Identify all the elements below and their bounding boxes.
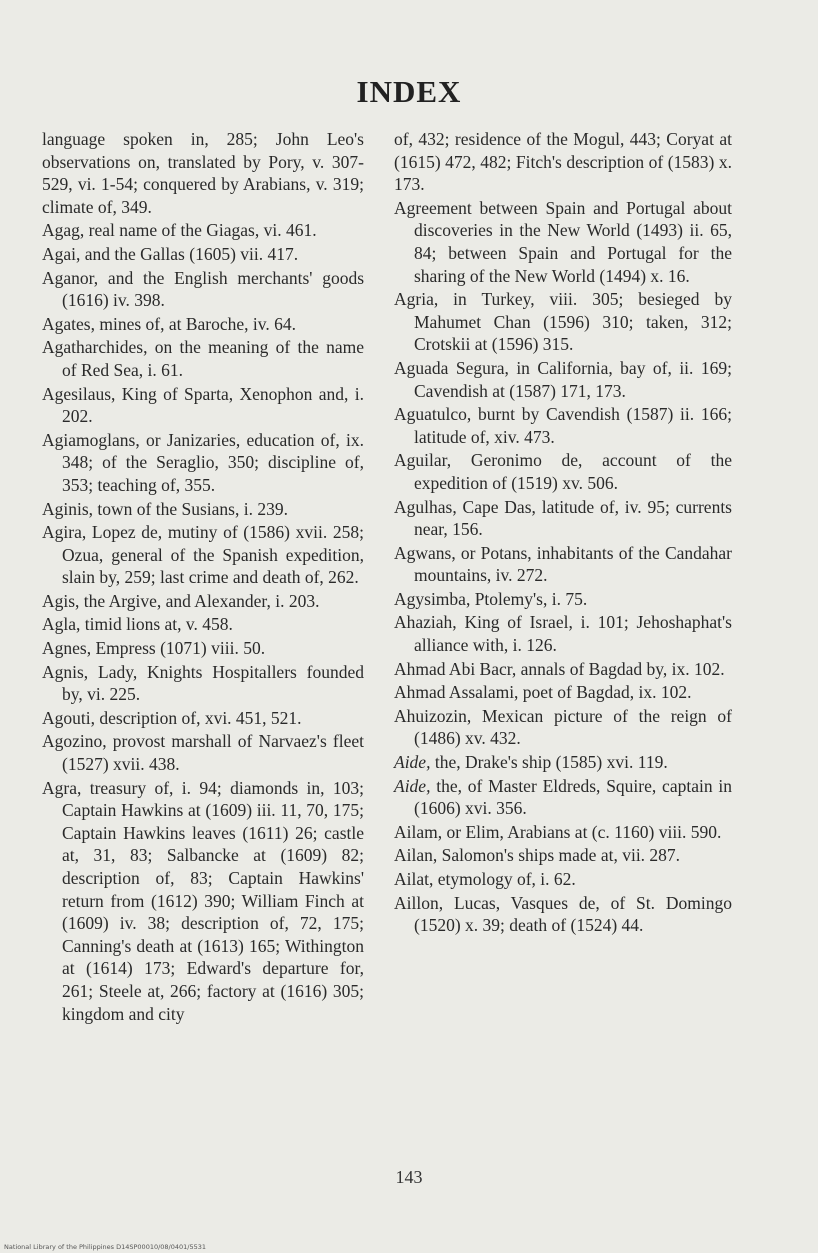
index-column-left xyxy=(42,128,364,1025)
index-entry: Aillon, Lucas, Vasques de, of St. Domingo (1520) x. 39; death of (1524) 44. xyxy=(394,892,732,936)
index-entry: Agulhas, Cape Das, latitude of, iv. 95; currents near, 156. xyxy=(394,496,732,540)
index-entry: Aguatulco, burnt by Cavendish (1587) ii. 166; latitude of, xiv. 473. xyxy=(394,404,732,447)
index-entry: Aginis, town of the Susians, i. 239. xyxy=(42,498,288,519)
index-entry: Agesilaus, King of Sparta, Xenophon and, i. 202. xyxy=(42,383,364,427)
page-number: 143 xyxy=(395,1167,423,1187)
index-entry: Agis, the Argive, and Alexander, i. 203. xyxy=(42,590,320,611)
index-entry: Agiamoglans, or Janizaries, education of, ix. 348; of the Seraglio, 350; discipline of, 353; teaching of, 355. xyxy=(42,429,364,495)
entry-text: the, of Master Eldreds, Squire, captain in (1606) xvi. 356. xyxy=(414,775,732,819)
index-entry: Agatharchides, on the meaning of the name of Red Sea, i. 61. xyxy=(42,337,364,380)
index-entry: Aganor, and the English merchants' goods (1616) iv. 398. xyxy=(42,267,364,311)
index-entry: Agira, Lopez de, mutiny of (1586) xvii. 258; Ozua, general of the Spanish expedition, slain by, 259; last crime and death of, 262. xyxy=(42,522,364,588)
index-entry: language spoken in, 285; John Leo's observations on, translated by Pory, v. 307-529, vi. 1-54; conquered by Arabians, v. 319; climate of, 349. xyxy=(42,129,364,217)
index-entry: Ailam, or Elim, Arabians at (c. 1160) viii. 590. xyxy=(394,821,722,842)
index-entry: Ahmad Assalami, poet of Bagdad, ix. 102. xyxy=(394,682,692,703)
index-entry: Ailat, etymology of, i. 62. xyxy=(394,869,576,889)
index-entry: Ahuizozin, Mexican picture of the reign of (1486) xv. 432. xyxy=(394,705,732,749)
index-entry: Agra, treasury of, i. 94; diamonds in, 103; Captain Hawkins at (1609) iii. 11, 70, 175; Captain Hawkins leaves (1611) 26; castle at, 31, 83; Salbancke at (1609) 82; description of, 83; Captain Hawkins' return from (1612) 390; William Finch at (1609) iv. 38; description of, 72, 175; Canning's death at (1613) 165; Withington at (1614) 173; Edward's departure for, 261; Steele at, 266; factory at (1616) 305; kingdom and city xyxy=(42,777,364,1024)
index-entry: Ailan, Salomon's ships made at, vii. 287. xyxy=(394,845,681,866)
index-entry: Agla, timid lions at, v. 458. xyxy=(42,614,233,635)
index-entry: Ahmad Abi Bacr, annals of Bagdad by, ix. 102. xyxy=(394,658,725,679)
ship-name: Aide, xyxy=(394,775,431,796)
index-entry: Aguilar, Geronimo de, account of the expedition of (1519) xv. 506. xyxy=(394,450,732,493)
index-column-right xyxy=(394,128,732,937)
index-entry: Agag, real name of the Giagas, vi. 461. xyxy=(42,220,317,241)
index-entry: Agria, in Turkey, viii. 305; besieged by Mahumet Chan (1596) 310; taken, 312; Crotskii at (1596) 315. xyxy=(394,289,732,355)
index-entry: Agysimba, Ptolemy's, i. 75. xyxy=(394,588,588,609)
ship-name: Aide, xyxy=(394,752,431,773)
page-title: INDEX xyxy=(356,74,462,109)
index-entry: Agozino, provost marshall of Narvaez's fleet (1527) xvii. 438. xyxy=(42,731,364,775)
index-entry: Agnis, Lady, Knights Hospitallers founded by, vi. 225. xyxy=(42,661,364,705)
index-entry: Agwans, or Potans, inhabitants of the Candahar mountains, iv. 272. xyxy=(394,542,732,586)
index-entry: of, 432; residence of the Mogul, 443; Coryat at (1615) 472, 482; Fitch's description of (1583) x. 173. xyxy=(394,129,732,195)
index-entry: Agnes, Empress (1071) viii. 50. xyxy=(42,638,266,659)
index-entry xyxy=(394,751,732,774)
index-entry: Aguada Segura, in California, bay of, ii. 169; Cavendish at (1587) 171, 173. xyxy=(394,357,732,401)
index-entry: Agreement between Spain and Portugal about discoveries in the New World (1493) ii. 65, 84; between Spain and Portugal for the sharing of the New World (1494) x. 16. xyxy=(394,197,732,286)
entry-text: the, Drake's ship (1585) xvi. 119. xyxy=(430,752,668,773)
footer-credit: National Library of the Philippines D14SP00010/08/0401/5531 xyxy=(4,1243,207,1251)
index-entry: Agouti, description of, xvi. 451, 521. xyxy=(42,707,302,728)
index-entry: Agates, mines of, at Baroche, iv. 64. xyxy=(42,313,297,334)
index-entry: Ahaziah, King of Israel, i. 101; Jehoshaphat's alliance with, i. 126. xyxy=(394,612,732,656)
index-entry: Agai, and the Gallas (1605) vii. 417. xyxy=(42,243,299,264)
index-entry xyxy=(394,775,732,820)
